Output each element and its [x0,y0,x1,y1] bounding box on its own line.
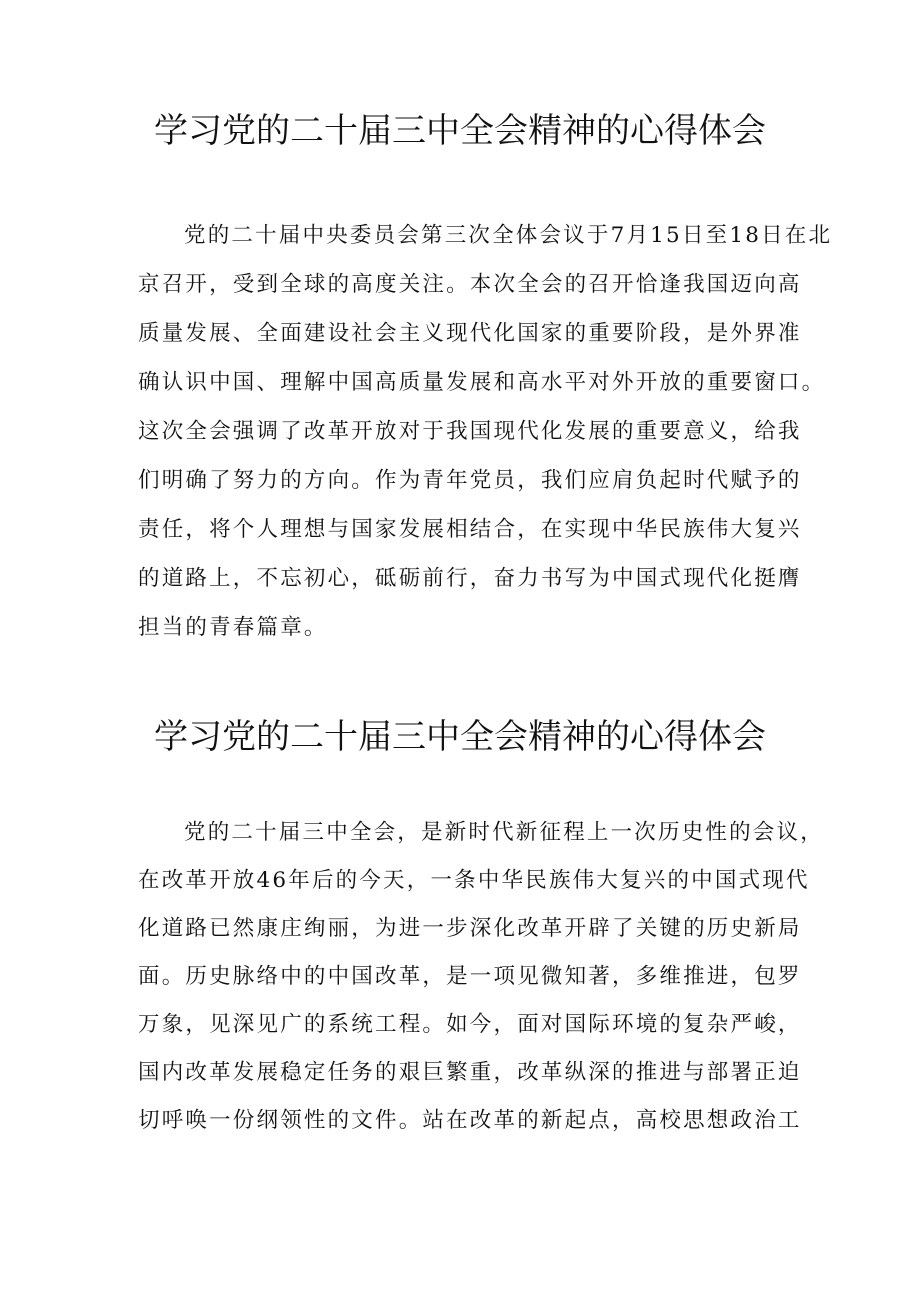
paragraph-line: 质量发展、全面建设社会主义现代化国家的重要阶段，是外界准 [138,321,802,346]
paragraph-line: 面。历史脉络中的中国改革，是一项见微知著，多维推进，包罗 [138,964,802,989]
paragraph-line: 万象，见深见广的系统工程。如今，面对国际环境的复杂严峻， [138,1012,802,1037]
paragraph-line: 党的二十届中央委员会第三次全体会议于7月15日至18日在北 [184,223,833,248]
paragraph-line: 国内改革发展稳定任务的艰巨繁重，改革纵深的推进与部署正迫 [138,1060,802,1085]
paragraph-line: 担当的青春篇章。 [138,615,328,640]
section-title: 学习党的二十届三中全会精神的心得体会 [154,111,766,151]
paragraph-line: 确认识中国、理解中国高质量发展和高水平对外开放的重要窗口。 [138,370,826,395]
paragraph-line: 责任，将个人理想与国家发展相结合，在实现中华民族伟大复兴 [138,517,802,542]
paragraph-line: 京召开，受到全球的高度关注。本次全会的召开恰逢我国迈向高 [138,272,802,297]
paragraph-line: 这次全会强调了改革开放对于我国现代化发展的重要意义，给我 [138,419,802,444]
paragraph-line: 切呼唤一份纲领性的文件。站在改革的新起点，高校思想政治工 [138,1108,802,1133]
paragraph-line: 的道路上，不忘初心，砥砺前行，奋力书写为中国式现代化挺膺 [138,566,802,591]
section-title: 学习党的二十届三中全会精神的心得体会 [154,717,766,757]
paragraph-line: 在改革开放46年后的今天，一条中华民族伟大复兴的中国式现代 [138,868,810,893]
paragraph-line: 化道路已然康庄绚丽，为进一步深化改革开辟了关键的历史新局 [138,916,802,941]
paragraph-line: 们明确了努力的方向。作为青年党员，我们应肩负起时代赋予的 [138,468,802,493]
paragraph-line: 党的二十届三中全会，是新时代新征程上一次历史性的会议， [184,820,824,845]
